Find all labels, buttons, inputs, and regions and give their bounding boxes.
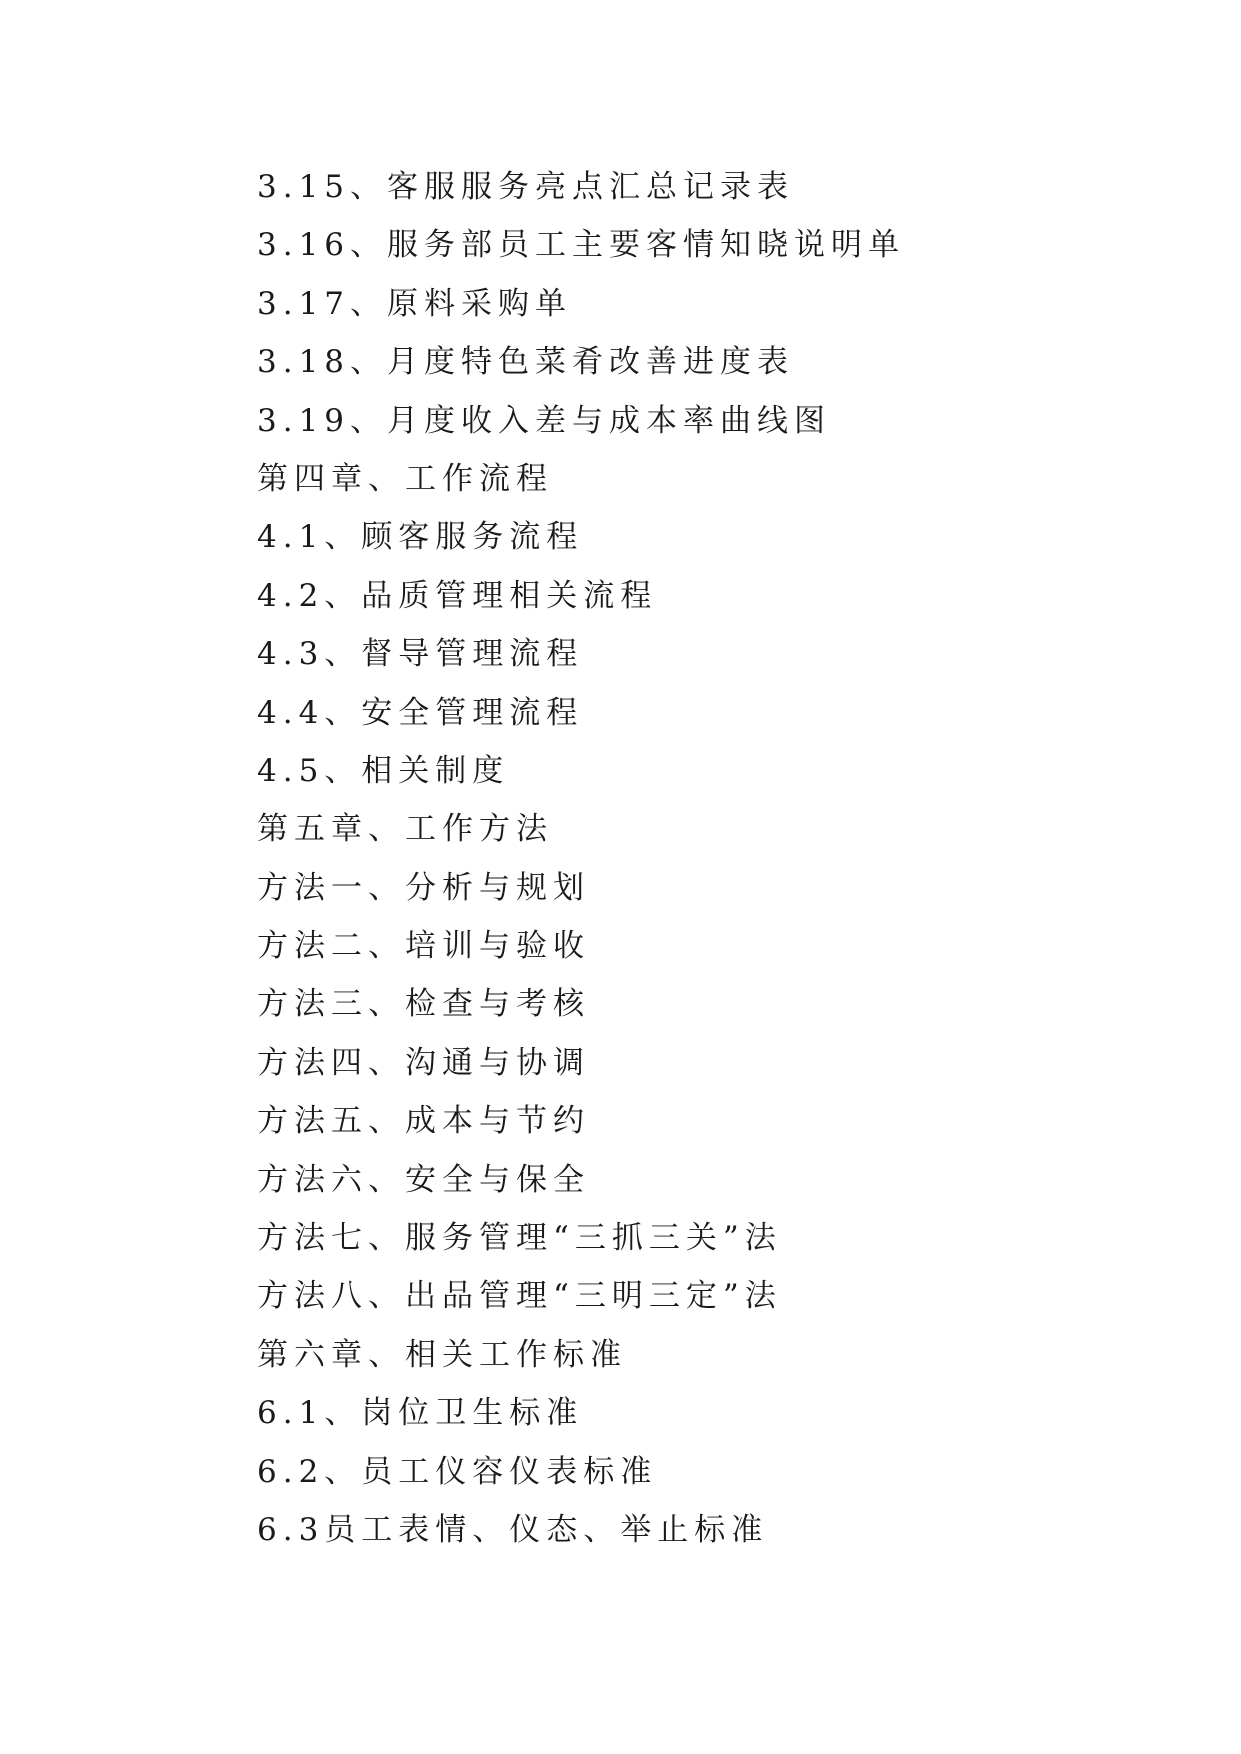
toc-line: 4.4、安全管理流程 xyxy=(257,694,584,731)
toc-line: 3.15、客服服务亮点汇总记录表 xyxy=(257,169,795,205)
toc-line: 6.3员工表情、仪态、举止标准 xyxy=(257,1511,769,1548)
chapter-heading: 第四章、工作流程 xyxy=(257,460,553,497)
toc-line: 4.5、相关制度 xyxy=(257,752,510,789)
toc-line: 3.19、月度收入差与成本率曲线图 xyxy=(257,402,832,439)
toc-line: 4.1、顾客服务流程 xyxy=(257,519,584,556)
toc-line: 方法七、服务管理“三抓三关”法 xyxy=(257,1220,782,1257)
toc-line: 方法一、分析与规划 xyxy=(257,869,590,906)
toc-line: 方法八、出品管理“三明三定”法 xyxy=(257,1278,782,1315)
toc-line: 3.17、原料采购单 xyxy=(257,285,573,322)
toc-line: 4.2、品质管理相关流程 xyxy=(257,577,658,614)
toc-line: 方法二、培训与验收 xyxy=(257,928,590,965)
toc-line: 4.3、督导管理流程 xyxy=(257,636,584,673)
toc-line: 3.18、月度特色菜肴改善进度表 xyxy=(257,344,795,381)
toc-line: 6.1、岗位卫生标准 xyxy=(257,1395,584,1432)
toc-line: 3.16、服务部员工主要客情知晓说明单 xyxy=(257,227,906,264)
toc-line: 方法四、沟通与协调 xyxy=(257,1044,590,1081)
toc-line: 方法五、成本与节约 xyxy=(257,1103,590,1140)
chapter-heading: 第六章、相关工作标准 xyxy=(257,1336,627,1373)
toc-line: 6.2、员工仪容仪表标准 xyxy=(257,1453,658,1490)
table-of-contents xyxy=(257,158,1157,1559)
chapter-heading: 第五章、工作方法 xyxy=(257,811,553,848)
toc-line: 方法六、安全与保全 xyxy=(257,1161,590,1198)
toc-line: 方法三、检查与考核 xyxy=(257,986,590,1023)
